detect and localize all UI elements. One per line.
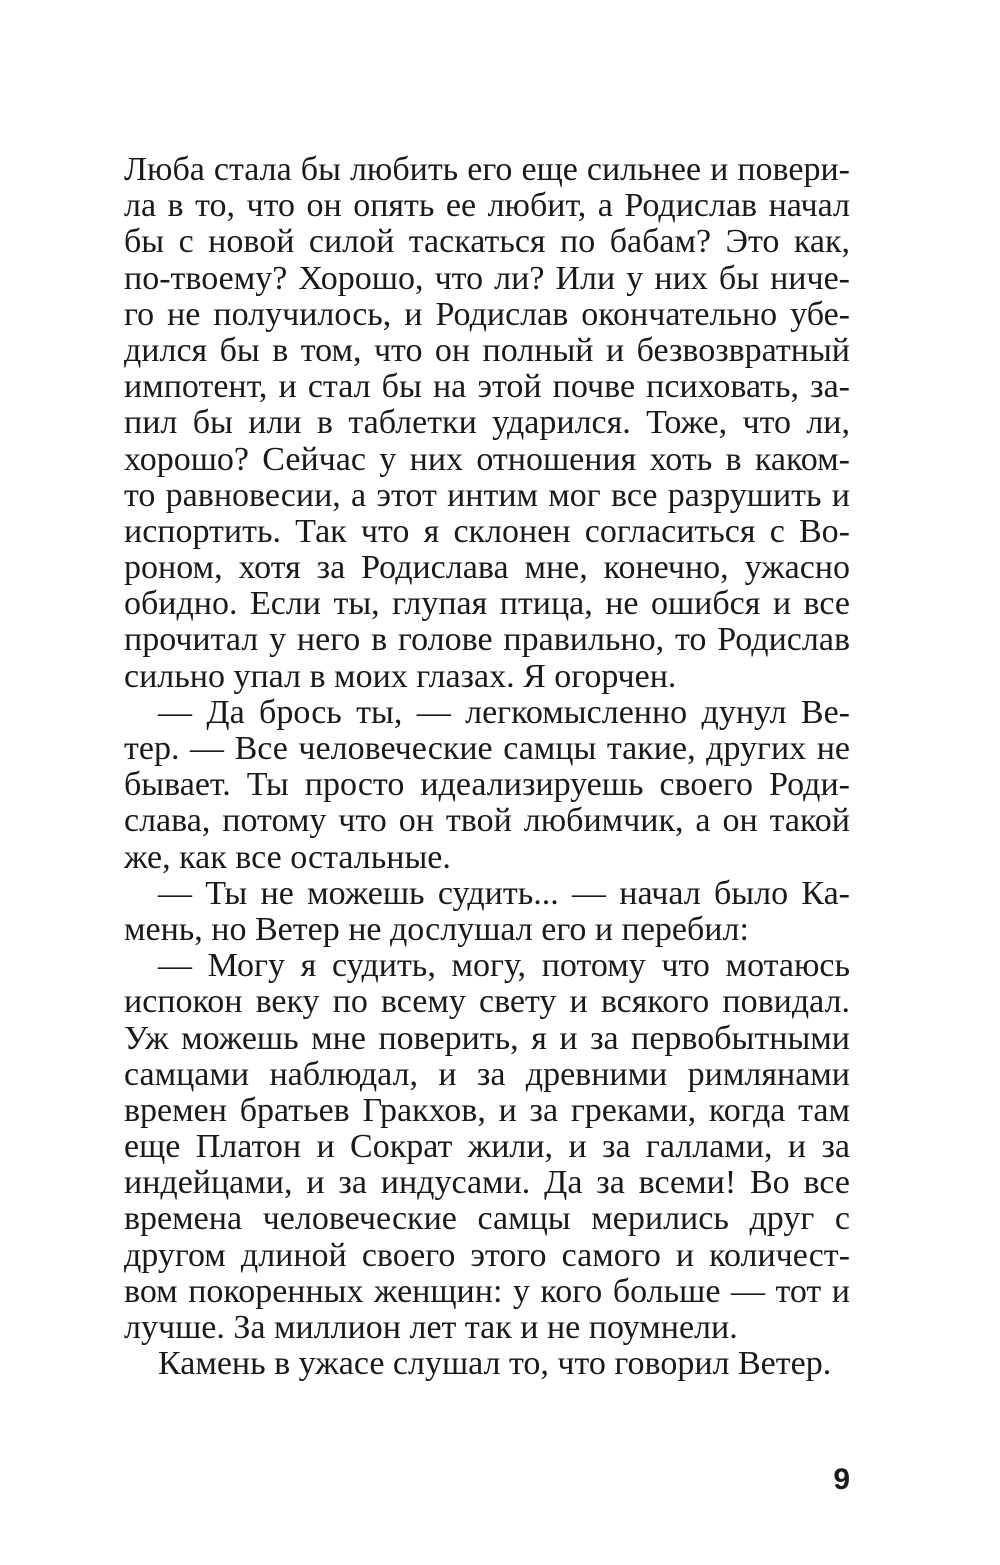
text-line: по-твоему? Хорошо, что ли? Или у них бы ниче- (124, 259, 850, 297)
text-line: ла в то, что он опять ее любит, а Родислав начал (124, 187, 850, 225)
text-line: Люба стала бы любить его еще сильнее и повери- (124, 151, 850, 188)
text-line: самцами наблюдал, и за древними римлянами (124, 1055, 850, 1093)
text-line: бы с новой силой таскаться по бабам? Это как, (124, 223, 850, 261)
text-line: роном, хотя за Родислава мне, конечно, ужасно (124, 549, 850, 587)
text-line: прочитал у него в голове правильно, то Родислав (124, 621, 850, 659)
text-line: дился бы в том, что он полный и безвозвратный (124, 331, 850, 369)
body-text (124, 152, 850, 1382)
text-line: испортить. Так что я склонен согласиться с Во- (124, 512, 850, 550)
text-line: Камень в ужасе слушал то, что говорил Ветер. (158, 1345, 832, 1383)
text-line: времен братьев Гракхов, и за греками, когда там (124, 1091, 850, 1129)
text-line: вом покоренных женщин: у кого больше — тот и (124, 1272, 850, 1310)
page-number: 9 (833, 1463, 850, 1496)
text-line: то равновесии, а этот интим мог все разрушить и (124, 476, 850, 514)
text-line: еще Платон и Сократ жили, и за галлами, и за (124, 1128, 850, 1166)
text-line: другом длиной своего этого самого и количест- (124, 1236, 850, 1274)
text-line: го не получилось, и Родислав окончательно убе- (124, 295, 850, 333)
text-line: — Да брось ты, — легкомысленно дунул Ве- (158, 693, 850, 731)
text-line: импотент, и стал бы на этой почве психовать, за- (124, 368, 850, 406)
text-line: индейцами, и за индусами. Да за всеми! Во все (124, 1164, 850, 1202)
text-line: — Могу я судить, могу, потому что мотаюсь (158, 947, 850, 985)
text-line: времена человеческие самцы мерились друг с (124, 1200, 850, 1238)
text-line: слава, потому что он твой любимчик, а он такой (124, 802, 850, 840)
text-line: мень, но Ветер не дослушал его и перебил: (124, 910, 749, 948)
text-line: Уж можешь мне поверить, я и за первобытными (124, 1019, 850, 1057)
text-line: бывает. Ты просто идеализируешь своего Роди- (124, 766, 850, 804)
text-line: испокон веку по всему свету и всякого повидал. (124, 983, 850, 1021)
text-line: лучше. За миллион лет так и не поумнели. (124, 1309, 738, 1346)
text-line: пил бы или в таблетки ударился. Тоже, что ли, (124, 404, 850, 442)
text-line: тер. — Все человеческие самцы такие, других не (124, 730, 850, 767)
text-line: обидно. Если ты, глупая птица, не ошибся и все (124, 585, 850, 623)
text-line: хорошо? Сейчас у них отношения хоть в каком- (124, 440, 850, 478)
text-line: сильно упал в моих глазах. Я огорчен. (124, 657, 677, 695)
text-line: — Ты не можешь судить... — начал было Ка- (158, 874, 850, 912)
text-line: же, как все остальные. (124, 838, 451, 876)
